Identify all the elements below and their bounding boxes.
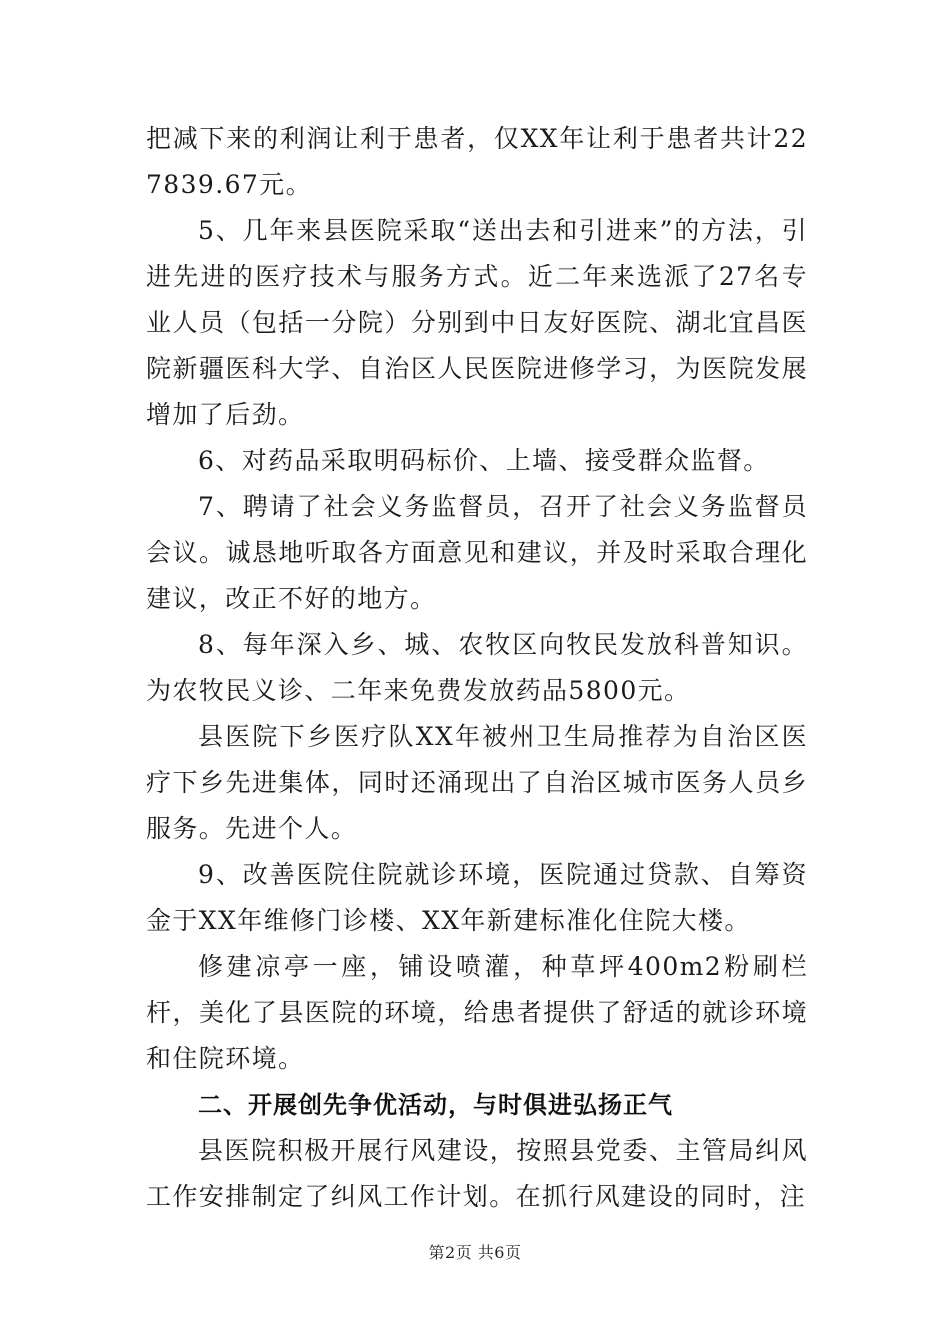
paragraph-item-9: 9、改善医院住院就诊环境，医院通过贷款、自筹资金于XX年维修门诊楼、XX年新建标准化住院大楼。 bbox=[146, 860, 808, 935]
paragraph-item-6: 6、对药品采取明码标价、上墙、接受群众监督。 bbox=[198, 446, 770, 475]
paragraph-item-7: 7、聘请了社会义务监督员，召开了社会义务监督员会议。诚恳地听取各方面意见和建议，并及时采取合理化建议，改正不好的地方。 bbox=[146, 492, 808, 613]
document-body bbox=[146, 116, 808, 1220]
paragraph-item-5: 5、几年来县医院采取“送出去和引进来”的方法，引进先进的医疗技术与服务方式。近二年来选派了27名专业人员（包括一分院）分别到中日友好医院、湖北宜昌医院新疆医科大学、自治区人民医院进修学习，为医院发展增加了后劲。 bbox=[146, 216, 808, 429]
paragraph-medical-team: 县医院下乡医疗队XX年被州卫生局推荐为自治区医疗下乡先进集体，同时还涌现出了自治区城市医务人员乡服务。先进个人。 bbox=[146, 722, 808, 843]
paragraph-style-building: 县医院积极开展行风建设，按照县党委、主管局纠风工作安排制定了纠风工作计划。在抓行风建设的同时，注 bbox=[146, 1136, 808, 1211]
paragraph-environment: 修建凉亭一座，铺设喷灌，种草坪400m2粉刷栏杆，美化了县医院的环境，给患者提供了舒适的就诊环境和住院环境。 bbox=[146, 952, 808, 1073]
page-footer: 第2页 共6页 bbox=[428, 1243, 522, 1262]
paragraph-profit-continuation: 把减下来的利润让利于患者，仅XX年让利于患者共计227839.67元。 bbox=[146, 124, 808, 199]
section-heading-2: 二、开展创先争优活动，与时俱进弘扬正气 bbox=[198, 1091, 673, 1119]
paragraph-item-8: 8、每年深入乡、城、农牧区向牧民发放科普知识。为农牧民义诊、二年来免费发放药品5800元。 bbox=[146, 630, 808, 705]
